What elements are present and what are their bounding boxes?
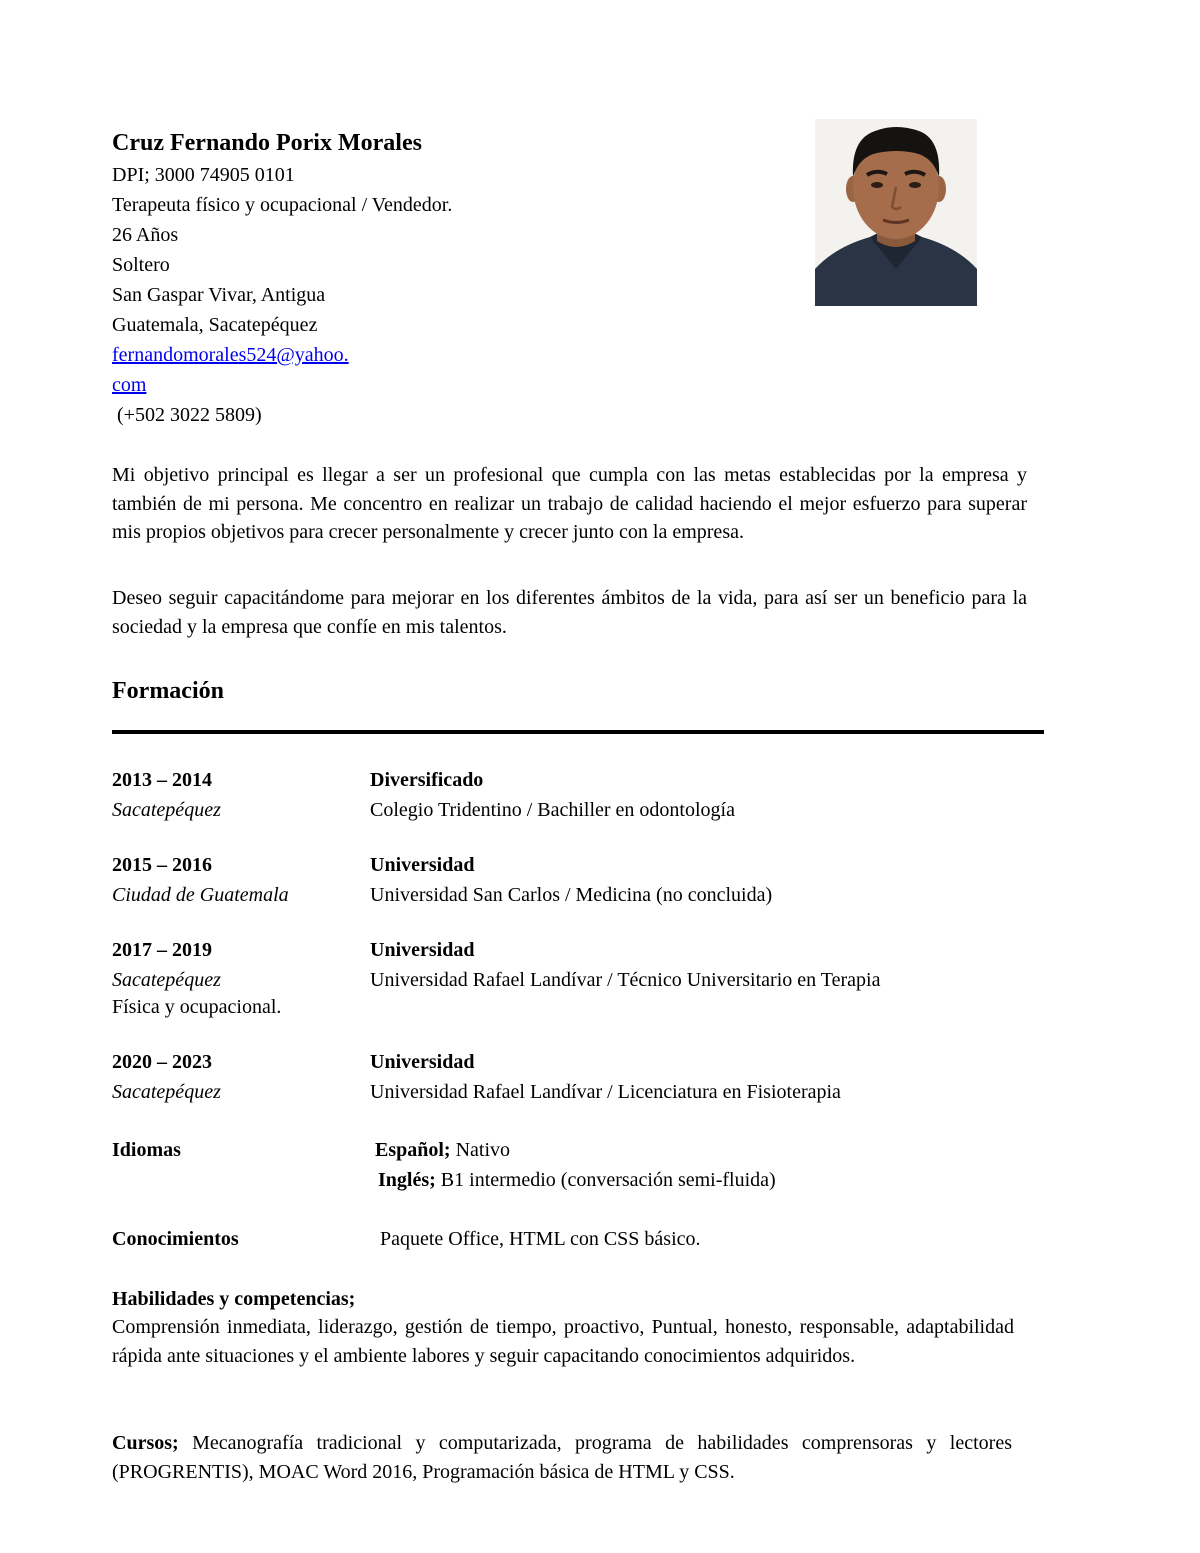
marital-status-line: Soltero [112, 254, 170, 276]
skills-label: Habilidades y competencias; [112, 1288, 356, 1310]
courses-paragraph [112, 1429, 1012, 1486]
profession-line: Terapeuta físico y ocupacional / Vendedor. [112, 194, 453, 216]
education-years: 2020 – 2023 [112, 1051, 212, 1073]
email-link-part-2[interactable]: com [112, 374, 147, 396]
courses-text: Mecanografía tradicional y computarizada, programa de habilidades comprensoras y lectores (PROGRENTIS), MOAC Word 2016, Programación básica de HTML y CSS. [112, 1432, 1012, 1483]
dpi-line: DPI; 3000 74905 0101 [112, 164, 295, 186]
education-years: 2017 – 2019 [112, 939, 212, 961]
language-name: Español; [375, 1139, 451, 1161]
email-link-part-1[interactable]: fernandomorales524@yahoo. [112, 344, 349, 366]
education-institution: Universidad Rafael Landívar / Licenciatura en Fisioterapia [370, 1081, 841, 1103]
language-item [378, 1165, 776, 1195]
education-institution-continuation: Física y ocupacional. [112, 996, 282, 1018]
education-level: Universidad [370, 939, 475, 961]
education-institution: Universidad Rafael Landívar / Técnico Universitario en Terapia [370, 969, 881, 991]
languages-label: Idiomas [112, 1139, 181, 1161]
section-divider [112, 730, 1044, 734]
language-level: Nativo [450, 1139, 511, 1161]
profile-photo [815, 119, 977, 306]
education-section-title: Formación [112, 678, 224, 704]
knowledge-label: Conocimientos [112, 1228, 239, 1250]
objective-paragraph-2: Deseo seguir capacitándome para mejorar en los diferentes ámbitos de la vida, para así ser un beneficio para la sociedad y la empresa que confíe en mis talentos. [112, 587, 1027, 638]
age-line: 26 Años [112, 224, 179, 246]
language-item [375, 1135, 510, 1165]
objective-paragraph-1: Mi objetivo principal es llegar a ser un profesional que cumpla con las metas establecidas por la empresa y también de mi persona. Me concentro en realizar un trabajo de calidad haciendo el mejor esfuerzo para superar mis propios objetivos para crecer personalmente y crecer junto con la empresa. [112, 464, 1027, 543]
phone-line: (+502 3022 5809) [112, 404, 262, 426]
education-years: 2013 – 2014 [112, 769, 212, 791]
candidate-name: Cruz Fernando Porix Morales [112, 130, 422, 156]
education-place: Sacatepéquez [112, 969, 221, 991]
language-level: B1 intermedio (conversación semi-fluida) [435, 1169, 776, 1191]
profile-photo-illustration [815, 119, 977, 306]
skills-text: Comprensión inmediata, liderazgo, gestión de tiempo, proactivo, Puntual, honesto, responsable, adaptabilidad rápida ante situaciones y el ambiente labores y seguir capacitando conocimientos adquiridos. [112, 1316, 1014, 1367]
education-years: 2015 – 2016 [112, 854, 212, 876]
education-level: Universidad [370, 1051, 475, 1073]
education-place: Sacatepéquez [112, 1081, 221, 1103]
education-institution: Universidad San Carlos / Medicina (no concluida) [370, 884, 773, 906]
education-place: Sacatepéquez [112, 799, 221, 821]
education-level: Universidad [370, 854, 475, 876]
courses-label: Cursos; [112, 1432, 179, 1454]
address-line-2: Guatemala, Sacatepéquez [112, 314, 318, 336]
education-level: Diversificado [370, 769, 484, 791]
education-institution: Colegio Tridentino / Bachiller en odontología [370, 799, 735, 821]
knowledge-value: Paquete Office, HTML con CSS básico. [380, 1228, 701, 1250]
education-place: Ciudad de Guatemala [112, 884, 289, 906]
language-name: Inglés; [378, 1169, 436, 1191]
address-line-1: San Gaspar Vivar, Antigua [112, 284, 326, 306]
